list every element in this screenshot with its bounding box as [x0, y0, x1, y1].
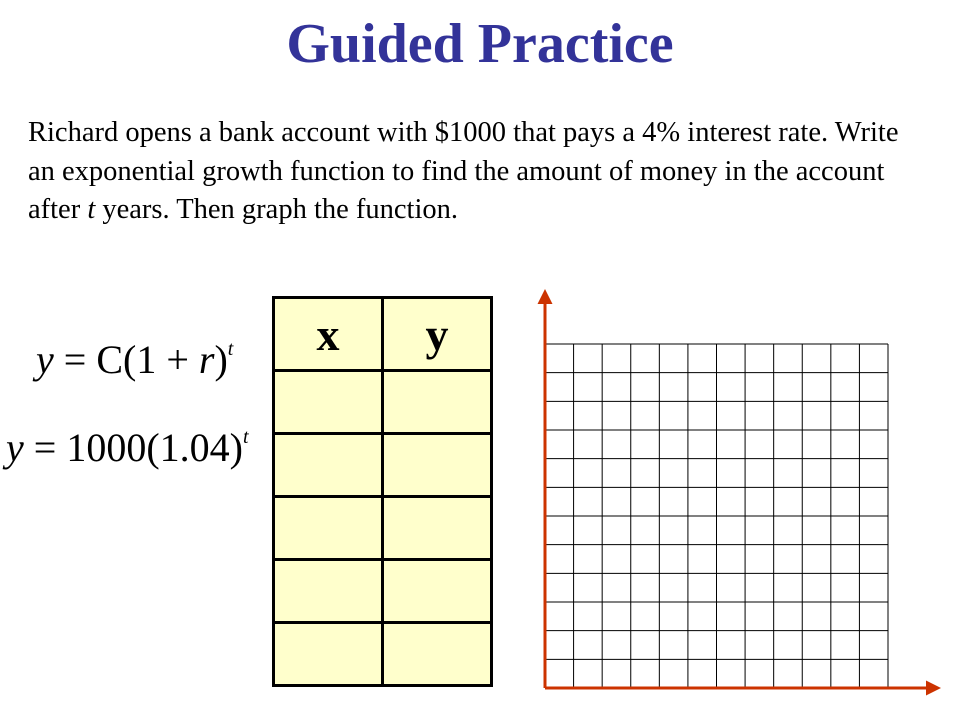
- formula-general-r: r: [198, 337, 215, 382]
- problem-variable: t: [87, 194, 96, 225]
- formula-specific-eq: =: [33, 425, 57, 470]
- formula-specific-lhs: y: [6, 425, 24, 470]
- formula-specific-exponent: t: [242, 425, 249, 448]
- formula-general-eq: =: [63, 337, 87, 382]
- formula-specific-base: 1000(1.04): [66, 425, 243, 470]
- formula-general-close: ): [214, 337, 228, 382]
- formula-general-base: C(1 +: [96, 337, 199, 382]
- table-header-y: y: [383, 298, 492, 371]
- formula-general-lhs: y: [36, 337, 54, 382]
- formula-general-exponent: t: [227, 337, 234, 360]
- problem-text-part1: Richard opens a bank account with $1000 that pays a 4% interest rate. Write an exponential growth function to find the amount of money in the account after: [28, 117, 899, 225]
- table-header-x: x: [274, 298, 383, 371]
- grid-lines: [545, 344, 888, 688]
- slide-title: Guided Practice: [286, 13, 674, 75]
- problem-text-part2: years. Then graph the function.: [95, 194, 458, 225]
